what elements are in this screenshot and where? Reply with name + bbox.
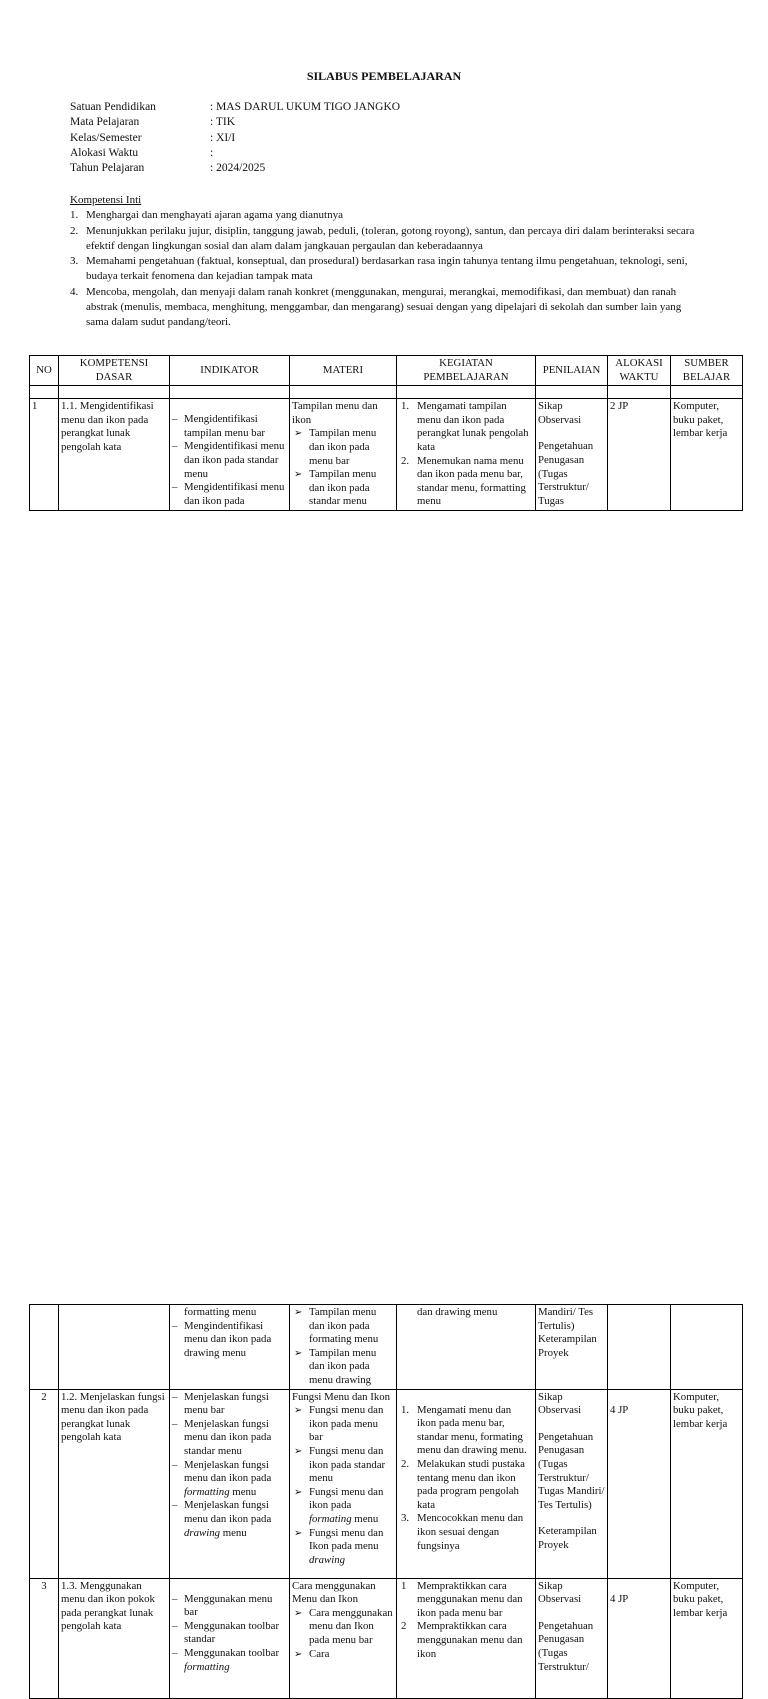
table-header-row xyxy=(30,356,743,386)
syllabus-table-page-1 xyxy=(29,355,743,511)
sumber-cell: Komputer, buku paket, lembar kerja xyxy=(671,1578,743,1698)
page-gap xyxy=(0,540,768,640)
kd-cell: 1.2. Menjelaskan fungsi menu dan ikon pada perangkat lunak pengolah kata xyxy=(59,1389,170,1578)
kd-cell: 1.3. Menggunakan menu dan ikon pokok pada perangkat lunak pengolah kata xyxy=(59,1578,170,1698)
kd-cell: 1.1. Mengidentifikasi menu dan ikon pada perangkat lunak pengolah kata xyxy=(59,399,170,511)
meta-row: Satuan Pendidikan : MAS DARUL UKUM TIGO JANGKO xyxy=(70,101,401,113)
kegiatan-cell: 1 Mempraktikkan cara menggunakan menu dan ikon pada menu bar 2 Mempraktikkan cara menggunakan menu dan ikon xyxy=(397,1578,536,1698)
table-spacer-row xyxy=(30,386,743,399)
document-title: SILABUS PEMBELAJARAN xyxy=(306,69,462,83)
ki-item: 3. Memahami pengetahuan (faktual, konseptual, dan prosedural) berdasarkan rasa ingin tahunya tentang ilmu pengetahuan, teknologi, seni, budaya terkait fenomena dan kejadian tampak mata xyxy=(70,255,688,283)
materi-cell: ➢ Tampilan menu dan ikon pada formating menu ➢ Tampilan menu dan ikon pada menu drawing xyxy=(290,1305,397,1390)
materi-cell: Fungsi Menu dan Ikon ➢ Fungsi menu dan ikon pada menu bar ➢ Fungsi menu dan ikon pada standar menu ➢ Fungsi menu dan ikon pada formating menu ➢ Fungsi menu dan Ikon pada menu drawing xyxy=(290,1389,397,1578)
ki-item: 1. Menghargai dan menghayati ajaran agama yang dianutnya xyxy=(70,209,343,222)
kegiatan-cell: dan drawing menu xyxy=(397,1305,536,1390)
kompetensi-inti-heading: Kompetensi Inti xyxy=(70,194,142,206)
meta-row: Alokasi Waktu : xyxy=(70,146,214,159)
meta-row: Kelas/Semester : XI/I xyxy=(70,131,236,144)
table-row: 3 1.3. Menggunakan menu dan ikon pokok pada perangkat lunak pengolah kata – Menggunakan menu bar – Menggunakan toolbar standar – Menggunakan toolbar formatting Cara menggunakan Menu dan Ikon ➢ Cara menggunakan menu dan Ikon pada menu bar ➢ Cara 1 Mempraktikkan cara menggunakan menu dan ikon pada menu bar 2 Mempraktikkan cara menggunakan menu dan ikon Sikap Observasi Pengetahuan Penugasan (Tugas Terstruktur/ 4 JP Komputer, buku paket, lembar kerja xyxy=(30,1578,743,1698)
ki-item: 4. Mencoba, mengolah, dan menyaji dalam ranah konkret (menggunakan, mengurai, merangkai, memodifikasi, dan membuat) dan ranah abstrak (menulis, membaca, menghitung, menggambar, dan mengarang) sesuai dengan yang dipelajari di sekolah dan sumber lain yang sama dalam sudut pandang/teori. xyxy=(70,285,682,329)
sumber-cell: Komputer, buku paket, lembar kerja xyxy=(671,1389,743,1578)
kompetensi-inti xyxy=(70,193,700,331)
indikator-cell: – Mengidentifikasi tampilan menu bar – Mengidentifikasi menu dan ikon pada standar menu – Mengidentifikasi menu dan ikon pada xyxy=(170,399,290,511)
meta-row: Mata Pelajaran : TIK xyxy=(70,116,236,129)
kegiatan-cell: 1. Mengamati tampilan menu dan ikon pada perangkat lunak pengolah kata 2. Menemukan nama menu dan ikon pada menu bar, standar menu, formatting menu xyxy=(397,399,536,511)
indikator-cell: – Menjelaskan fungsi menu bar – Menjelaskan fungsi menu dan ikon pada standar menu – Menjelaskan fungsi menu dan ikon pada formatting menu – Menjelaskan fungsi menu dan ikon pada drawing menu xyxy=(170,1389,290,1578)
penilaian-cell: Sikap Observasi Pengetahuan Penugasan (Tugas Terstruktur/ Tugas Mandiri/ Tes Tertulis) Keterampilan Proyek xyxy=(536,1389,608,1578)
document-page-2 xyxy=(0,640,768,1673)
identity-block xyxy=(70,100,400,176)
penilaian-cell: Sikap Observasi Pengetahuan Penugasan (Tugas Terstruktur/ Tugas xyxy=(536,399,608,511)
table-row xyxy=(30,1305,743,1390)
header-sumber: SUMBER BELAJAR xyxy=(671,356,743,386)
alokasi-cell: 4 JP xyxy=(608,1389,671,1578)
materi-cell: Tampilan menu dan ikon ➢ Tampilan menu dan ikon pada menu bar ➢ Tampilan menu dan ikon pada standar menu xyxy=(290,399,397,511)
penilaian-cell: Sikap Observasi Pengetahuan Penugasan (Tugas Terstruktur/ xyxy=(536,1578,608,1698)
materi-cell: Cara menggunakan Menu dan Ikon ➢ Cara menggunakan menu dan Ikon pada menu bar ➢ Cara xyxy=(290,1578,397,1698)
table-row: 1 1.1. Mengidentifikasi menu dan ikon pada perangkat lunak pengolah kata – Mengidentifikasi tampilan menu bar – Mengidentifikasi menu dan ikon pada standar menu – Mengidentifikasi menu dan ikon pada Tampilan menu dan ikon ➢ Tampilan menu dan ikon pada menu bar ➢ Tampilan menu dan ikon pada standar menu 1. Mengamati tampilan menu dan ikon pada perangkat lunak pengolah kata 2. Menemukan nama menu dan ikon pada menu bar, standar menu, formatting menu Sikap Observasi Pengetahuan Penugasan (Tugas Terstruktur/ Tugas 2 JP Komputer, buku paket, lembar kerja xyxy=(30,399,743,511)
header-penilaian: PENILAIAN xyxy=(536,356,608,386)
kegiatan-cell: 1. Mengamati menu dan ikon pada menu bar, standar menu, formating menu dan drawing menu. 2. Melakukan studi pustaka tentang menu dan ikon pada program pengolah kata 3. Mencocokkan menu dan ikon sesuai dengan fungsinya xyxy=(397,1389,536,1578)
indikator-cell: – Menggunakan menu bar – Menggunakan toolbar standar – Menggunakan toolbar formatting xyxy=(170,1578,290,1698)
table-row: 2 1.2. Menjelaskan fungsi menu dan ikon pada perangkat lunak pengolah kata – Menjelaskan fungsi menu bar – Menjelaskan fungsi menu dan ikon pada standar menu – Menjelaskan fungsi menu dan ikon pada formatting menu – Menjelaskan fungsi menu dan ikon pada drawing menu Fungsi Menu dan Ikon ➢ Fungsi menu dan ikon pada menu bar ➢ Fungsi menu dan ikon pada standar menu ➢ Fungsi menu dan ikon pada formating menu ➢ Fungsi menu dan Ikon pada menu drawing 1. Mengamati menu dan ikon pada menu bar, standar menu, formating menu dan drawing menu. 2. Melakukan studi pustaka tentang menu dan ikon pada program pengolah kata 3. Mencocokkan menu dan ikon sesuai dengan fungsinya Sikap Observasi Pengetahuan Penugasan (Tugas Terstruktur/ Tugas Mandiri/ Tes Tertulis) Keterampilan Proyek 4 JP Komputer, buku paket, lembar kerja xyxy=(30,1389,743,1578)
header-alokasi: ALOKASI WAKTU xyxy=(608,356,671,386)
header-kompetensi-dasar: KOMPETENSI DASAR xyxy=(59,356,170,386)
ki-item: 2. Menunjukkan perilaku jujur, disiplin, tanggung jawab, peduli, (toleran, gotong royong), santun, dan percaya diri dalam berinteraksi secara efektif dengan lingkungan sosial dan alam dalam jangkauan pergaulan dan keberadaannya xyxy=(70,224,695,252)
header-no: NO xyxy=(30,356,59,386)
sumber-cell: Komputer, buku paket, lembar kerja xyxy=(671,399,743,511)
alokasi-cell: 4 JP xyxy=(608,1578,671,1698)
syllabus-table-page-2 xyxy=(29,1304,743,1699)
header-kegiatan: KEGIATAN PEMBELAJARAN xyxy=(397,356,536,386)
indikator-cell: formatting menu – Mengindentifikasi menu dan ikon pada drawing menu xyxy=(170,1305,290,1390)
header-indikator: INDIKATOR xyxy=(170,356,290,386)
alokasi-cell: 2 JP xyxy=(608,399,671,511)
header-materi: MATERI xyxy=(290,356,397,386)
document-page-1 xyxy=(0,0,768,540)
meta-row: Tahun Pelajaran : 2024/2025 xyxy=(70,162,266,175)
penilaian-cell: Mandiri/ Tes Tertulis) Keterampilan Proyek xyxy=(536,1305,608,1390)
